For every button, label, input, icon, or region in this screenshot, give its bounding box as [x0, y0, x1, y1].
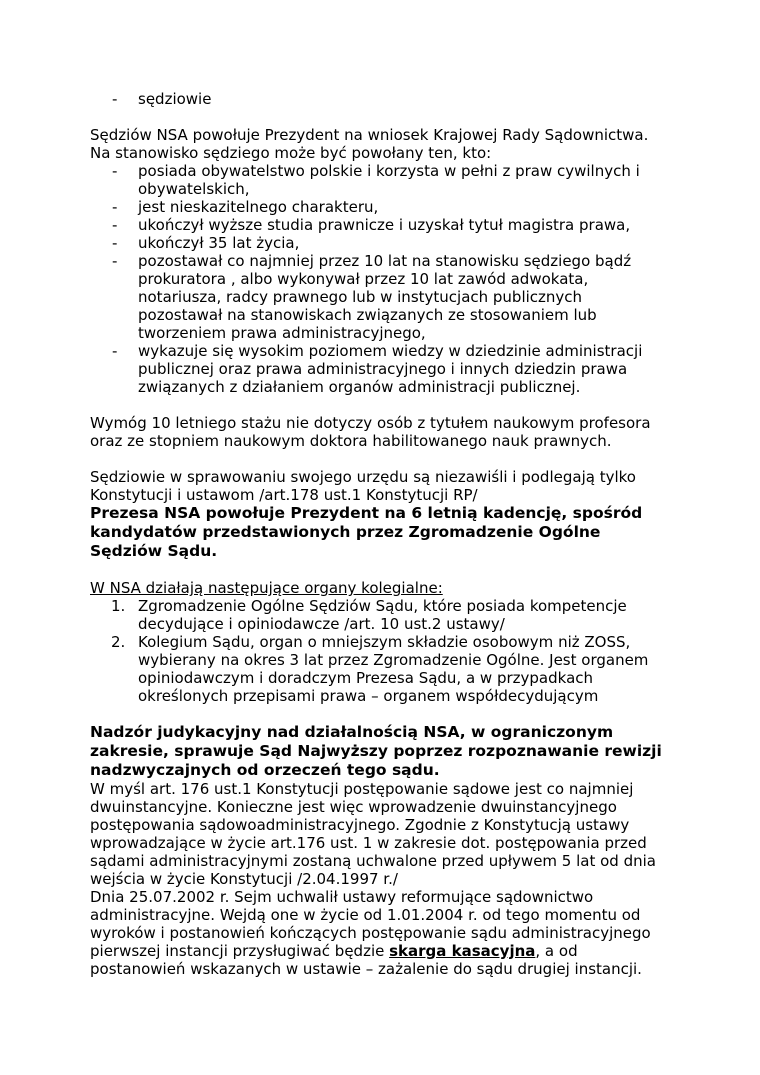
text-line: wykazuje się wysokim poziomem wiedzy w dziedzinie administracji: [138, 342, 643, 360]
intro-item-text: sędziowie: [138, 90, 212, 108]
text-line: opiniodawczym i doradczym Prezesa Sądu, a w przypadkach: [138, 669, 594, 687]
text-line: posiada obywatelstwo polskie i korzysta w pełni z praw cywilnych i: [138, 162, 640, 180]
text-line: Prezesa NSA powołuje Prezydent na 6 letnią kadencję, spośród: [90, 504, 643, 522]
dash-bullet: -: [112, 216, 118, 234]
text-segment: pierwszej instancji przysługiwać będzie: [90, 942, 390, 960]
text-line: Nadzór judykacyjny nad działalnością NSA, w ograniczonym: [90, 723, 614, 741]
text-line: wejścia w życie Konstytucji /2.04.1997 r./: [90, 870, 398, 888]
paragraph-supervision: [90, 723, 680, 780]
paragraph-independence: [90, 468, 680, 504]
text-line: sądami administracyjnymi zostaną uchwalone przed upływem 5 lat od dnia: [90, 852, 656, 870]
text-line: jest nieskazitelnego charakteru,: [138, 198, 379, 216]
text-line: ukończył wyższe studia prawnicze i uzyskał tytuł magistra prawa,: [138, 216, 631, 234]
organs-heading: W NSA działają następujące organy kolegialne:: [90, 579, 443, 597]
text-segment: , a od: [535, 942, 578, 960]
dash-bullet: -: [112, 234, 118, 252]
text-line: administracyjne. Wejdą one w życie od 1.01.2004 r. od tego momentu od: [90, 906, 641, 924]
text-line: Sędziów NSA powołuje Prezydent na wniosek Krajowej Rady Sądownictwa.: [90, 126, 649, 144]
paragraph-reform: [90, 888, 680, 978]
requirements-list: [90, 162, 680, 396]
text-line: Kolegium Sądu, organ o mniejszym składzie osobowym niż ZOSS,: [138, 633, 631, 651]
list-item: [90, 633, 680, 705]
text-line: postępowania sądowoadministracyjnego. Zgodnie z Konstytucją ustawy: [90, 816, 630, 834]
text-line: tworzeniem prawa administracyjnego,: [138, 324, 426, 342]
text-line: oraz ze stopniem naukowym doktora habilitowanego nauk prawnych.: [90, 432, 612, 450]
list-item: [90, 234, 680, 252]
text-line: obywatelskich,: [138, 180, 250, 198]
emphasis-skarga-kasacyjna: skarga kasacyjna: [389, 942, 536, 960]
text-line: Konstytucji i ustawom /art.178 ust.1 Konstytucji RP/: [90, 486, 478, 504]
paragraph-constitution: [90, 780, 680, 888]
list-item: [90, 162, 680, 198]
organs-list: [90, 597, 680, 705]
paragraph-president: [90, 504, 680, 561]
list-item: [90, 252, 680, 342]
text-line: związanych z działaniem organów administracji publicznej.: [138, 378, 581, 396]
text-line: nadzwyczajnych od orzeczeń tego sądu.: [90, 761, 440, 779]
text-line: publicznej oraz prawa administracyjnego i innych dziedzin prawa: [138, 360, 628, 378]
dash-bullet: -: [112, 90, 118, 108]
text-line: prokuratora , albo wykonywał przez 10 lat zawód adwokata,: [138, 270, 589, 288]
text-line: Wymóg 10 letniego stażu nie dotyczy osób z tytułem naukowym profesora: [90, 414, 651, 432]
text-line: pozostawał na stanowiskach związanych ze stosowaniem lub: [138, 306, 597, 324]
text-line: Na stanowisko sędziego może być powołany ten, kto:: [90, 144, 492, 162]
text-line: Sędziowie w sprawowaniu swojego urzędu są niezawiśli i podlegają tylko: [90, 468, 636, 486]
document-page: [90, 90, 680, 978]
text-line: wyroków i postanowień kończących postępowanie sądu administracyjnego: [90, 924, 651, 942]
text-line: postanowień wskazanych w ustawie – zażalenie do sądu drugiej instancji.: [90, 960, 642, 978]
dash-bullet: -: [112, 252, 118, 270]
list-number: 1.: [111, 597, 126, 615]
list-number: 2.: [111, 633, 126, 651]
list-item: [90, 216, 680, 234]
text-line: zakresie, sprawuje Sąd Najwyższy poprzez rozpoznawanie rewizji: [90, 742, 662, 760]
text-line: notariusza, radcy prawnego lub w instytucjach publicznych: [138, 288, 583, 306]
list-item: [90, 597, 680, 633]
paragraph-appointment: [90, 126, 680, 162]
text-line: ukończył 35 lat życia,: [138, 234, 300, 252]
dash-bullet: -: [112, 162, 118, 180]
text-line: dwuinstancyjne. Konieczne jest więc wprowadzenie dwuinstancyjnego: [90, 798, 617, 816]
list-item: [90, 198, 680, 216]
text-line: pozostawał co najmniej przez 10 lat na stanowisku sędziego bądź: [138, 252, 632, 270]
text-line: Dnia 25.07.2002 r. Sejm uchwalił ustawy reformujące sądownictwo: [90, 888, 594, 906]
text-line: decydujące i opiniodawcze /art. 10 ust.2 ustawy/: [138, 615, 505, 633]
text-line: wprowadzające w życie art.176 ust. 1 w zakresie dot. postępowania przed: [90, 834, 647, 852]
text-line: Sędziów Sądu.: [90, 542, 218, 560]
dash-bullet: -: [112, 342, 118, 360]
list-item: [90, 90, 680, 108]
text-line: kandydatów przedstawionych przez Zgromadzenie Ogólne: [90, 523, 601, 541]
text-line: Zgromadzenie Ogólne Sędziów Sądu, które posiada kompetencje: [138, 597, 627, 615]
list-item: [90, 342, 680, 396]
paragraph-exception: [90, 414, 680, 450]
text-line: określonych przepisami prawa – organem współdecydującym: [138, 687, 599, 705]
text-line: wybierany na okres 3 lat przez Zgromadzenie Ogólne. Jest organem: [138, 651, 649, 669]
dash-bullet: -: [112, 198, 118, 216]
text-line: W myśl art. 176 ust.1 Konstytucji postępowanie sądowe jest co najmniej: [90, 780, 634, 798]
